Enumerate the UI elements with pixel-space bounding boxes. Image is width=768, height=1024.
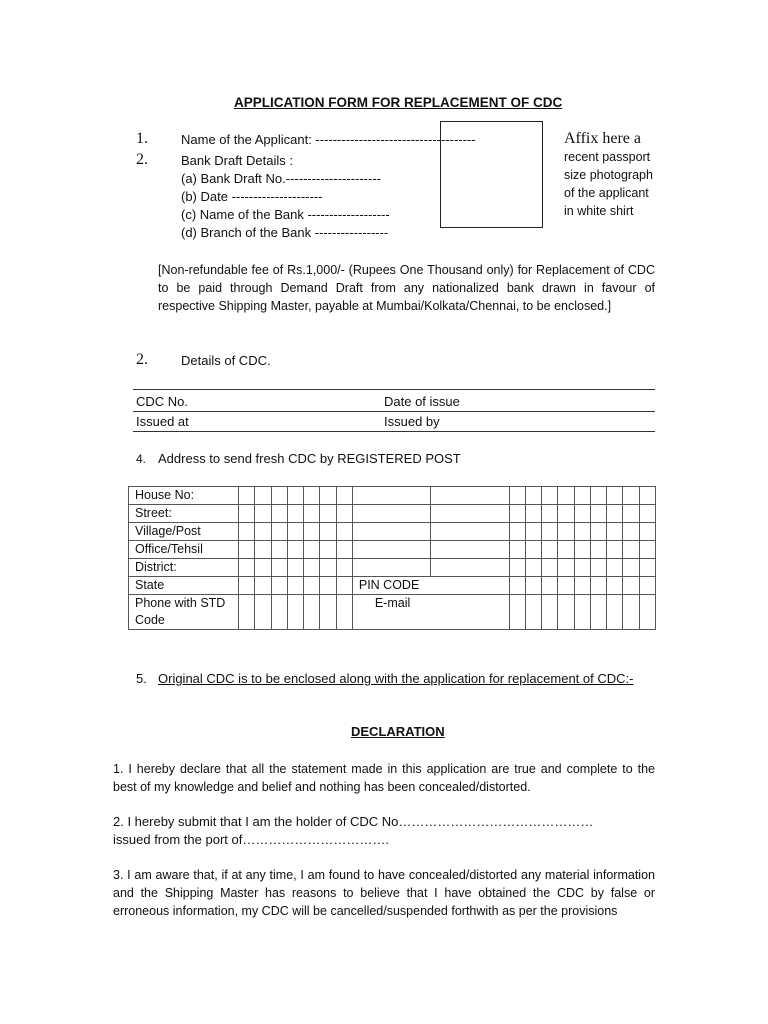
input-cell[interactable] <box>287 505 303 523</box>
input-cell[interactable] <box>525 595 541 630</box>
input-cell[interactable] <box>509 541 525 559</box>
input-cell[interactable] <box>336 523 352 541</box>
input-cell[interactable] <box>558 577 574 595</box>
table-row <box>129 559 656 577</box>
input-cell[interactable] <box>542 505 558 523</box>
input-cell[interactable] <box>239 523 255 541</box>
bank-branch-field[interactable]: (d) Branch of the Bank ----------------- <box>181 225 389 240</box>
photo-instruction-line: Affix here a <box>564 130 641 147</box>
input-cell[interactable] <box>271 505 287 523</box>
input-cell[interactable] <box>336 505 352 523</box>
input-cell[interactable] <box>431 487 509 505</box>
input-cell[interactable] <box>509 577 525 595</box>
input-cell[interactable] <box>239 541 255 559</box>
input-cell[interactable] <box>607 559 623 577</box>
input-cell[interactable] <box>287 595 303 630</box>
input-cell[interactable] <box>525 577 541 595</box>
input-cell[interactable] <box>542 577 558 595</box>
page-title: APPLICATION FORM FOR REPLACEMENT OF CDC <box>234 95 563 110</box>
input-cell[interactable] <box>271 577 287 595</box>
input-cell[interactable] <box>574 541 590 559</box>
input-cell[interactable] <box>623 595 639 630</box>
input-cell[interactable] <box>271 487 287 505</box>
input-cell[interactable] <box>304 577 320 595</box>
table-row <box>129 487 656 505</box>
input-cell[interactable] <box>574 559 590 577</box>
input-cell[interactable] <box>607 523 623 541</box>
input-cell[interactable] <box>304 523 320 541</box>
input-cell[interactable] <box>320 595 336 630</box>
input-cell[interactable] <box>431 523 509 541</box>
input-cell[interactable] <box>271 541 287 559</box>
photo-instruction-line: in white shirt <box>564 204 634 218</box>
input-cell[interactable] <box>525 541 541 559</box>
issued-by-field[interactable]: Issued by <box>384 414 440 429</box>
input-cell[interactable] <box>352 541 430 559</box>
input-cell[interactable] <box>320 523 336 541</box>
phone-label <box>129 595 239 630</box>
input-cell[interactable] <box>352 523 430 541</box>
input-cell[interactable] <box>287 523 303 541</box>
input-cell[interactable] <box>623 505 639 523</box>
pin-code-label: PIN CODE <box>352 577 509 595</box>
input-cell[interactable] <box>352 505 430 523</box>
input-cell[interactable] <box>525 523 541 541</box>
input-cell[interactable] <box>336 541 352 559</box>
input-cell[interactable] <box>255 577 271 595</box>
input-cell[interactable] <box>542 541 558 559</box>
divider <box>133 389 655 390</box>
input-cell[interactable] <box>542 595 558 630</box>
applicant-name-field[interactable]: Name of the Applicant: ------------------------------------- <box>181 132 476 147</box>
input-cell[interactable] <box>590 487 606 505</box>
input-cell[interactable] <box>509 595 525 630</box>
photo-instruction-line: recent passport <box>564 150 651 164</box>
input-cell[interactable] <box>255 541 271 559</box>
input-cell[interactable] <box>509 505 525 523</box>
input-cell[interactable] <box>558 505 574 523</box>
village-label: Village/Post <box>129 523 239 541</box>
input-cell[interactable] <box>574 487 590 505</box>
street-label: Street: <box>129 505 239 523</box>
input-cell[interactable] <box>271 559 287 577</box>
input-cell[interactable] <box>558 559 574 577</box>
input-cell[interactable] <box>639 505 655 523</box>
address-label: Address to send fresh CDC by REGISTERED POST <box>158 451 461 466</box>
input-cell[interactable] <box>574 523 590 541</box>
date-of-issue-field[interactable]: Date of issue <box>384 394 460 409</box>
declaration-paragraph-2-line-2[interactable]: issued from the port of……………………………. <box>113 832 389 847</box>
declaration-heading: DECLARATION <box>351 724 445 739</box>
item-number-1: 1. <box>136 130 148 147</box>
bank-draft-date-field[interactable]: (b) Date --------------------- <box>181 189 323 204</box>
input-cell[interactable] <box>558 523 574 541</box>
address-item-number: 4. <box>136 452 147 466</box>
input-cell[interactable] <box>336 595 352 630</box>
input-cell[interactable] <box>607 487 623 505</box>
input-cell[interactable] <box>607 541 623 559</box>
phone-label-line: Phone with STD <box>135 596 226 610</box>
input-cell[interactable] <box>590 523 606 541</box>
input-cell[interactable] <box>558 487 574 505</box>
item5-text: Original CDC is to be enclosed along with the application for replacement of CDC:- <box>158 671 634 686</box>
input-cell[interactable] <box>239 577 255 595</box>
input-cell[interactable] <box>542 523 558 541</box>
input-cell[interactable] <box>239 505 255 523</box>
declaration-paragraph-3: 3. I am aware that, if at any time, I am found to have concealed/distorted any material information and the Shipping Master has reasons to believe that I have obtained the CDC by false or erroneous information, my CDC will be cancelled/suspended forthwith as per the provisions <box>113 868 655 918</box>
bank-draft-label: Bank Draft Details : <box>181 153 293 168</box>
photo-instructions <box>564 130 653 220</box>
input-cell[interactable] <box>574 505 590 523</box>
email-label: E-mail <box>352 595 509 630</box>
input-cell[interactable] <box>607 505 623 523</box>
input-cell[interactable] <box>336 577 352 595</box>
item5-number: 5. <box>136 671 147 686</box>
input-cell[interactable] <box>590 505 606 523</box>
input-cell[interactable] <box>239 559 255 577</box>
input-cell[interactable] <box>431 541 509 559</box>
input-cell[interactable] <box>590 577 606 595</box>
input-cell[interactable] <box>542 559 558 577</box>
divider <box>133 431 655 432</box>
input-cell[interactable] <box>558 541 574 559</box>
input-cell[interactable] <box>239 487 255 505</box>
input-cell[interactable] <box>320 487 336 505</box>
input-cell[interactable] <box>509 487 525 505</box>
input-cell[interactable] <box>639 541 655 559</box>
table-row <box>129 577 656 595</box>
input-cell[interactable] <box>255 487 271 505</box>
input-cell[interactable] <box>525 487 541 505</box>
input-cell[interactable] <box>558 595 574 630</box>
input-cell[interactable] <box>623 523 639 541</box>
divider <box>133 411 655 412</box>
input-cell[interactable] <box>239 595 255 630</box>
input-cell[interactable] <box>509 523 525 541</box>
cdc-no-field[interactable]: CDC No. <box>136 394 189 409</box>
input-cell[interactable] <box>623 541 639 559</box>
photo-box[interactable] <box>440 121 543 228</box>
input-cell[interactable] <box>574 577 590 595</box>
input-cell[interactable] <box>639 577 655 595</box>
state-label: State <box>129 577 239 595</box>
office-tehsil-label: Office/Tehsil <box>129 541 239 559</box>
house-no-label: House No: <box>129 487 239 505</box>
input-cell[interactable] <box>304 595 320 630</box>
input-cell[interactable] <box>287 559 303 577</box>
photo-instruction-line: of the applicant <box>564 186 649 200</box>
input-cell[interactable] <box>623 559 639 577</box>
input-cell[interactable] <box>255 523 271 541</box>
input-cell[interactable] <box>255 505 271 523</box>
input-cell[interactable] <box>287 541 303 559</box>
input-cell[interactable] <box>336 559 352 577</box>
input-cell[interactable] <box>320 541 336 559</box>
item-number-2: 2. <box>136 151 148 168</box>
declaration-paragraph-1: 1. I hereby declare that all the statement made in this application are true and complete to the best of my knowledge and belief and nothing has been concealed/distorted. <box>113 762 655 794</box>
input-cell[interactable] <box>287 577 303 595</box>
input-cell[interactable] <box>320 577 336 595</box>
input-cell[interactable] <box>509 559 525 577</box>
bank-draft-no-field[interactable]: (a) Bank Draft No.---------------------- <box>181 171 381 186</box>
input-cell[interactable] <box>639 487 655 505</box>
input-cell[interactable] <box>287 487 303 505</box>
input-cell[interactable] <box>255 559 271 577</box>
input-cell[interactable] <box>623 487 639 505</box>
input-cell[interactable] <box>431 505 509 523</box>
input-cell[interactable] <box>304 505 320 523</box>
input-cell[interactable] <box>590 541 606 559</box>
input-cell[interactable] <box>639 559 655 577</box>
input-cell[interactable] <box>639 595 655 630</box>
input-cell[interactable] <box>639 523 655 541</box>
input-cell[interactable] <box>607 577 623 595</box>
input-cell[interactable] <box>255 595 271 630</box>
declaration-paragraph-2-line-1[interactable]: 2. I hereby submit that I am the holder of CDC No……………………………………… <box>113 814 594 829</box>
input-cell[interactable] <box>304 541 320 559</box>
input-cell[interactable] <box>574 595 590 630</box>
table-row <box>129 505 656 523</box>
input-cell[interactable] <box>431 559 509 577</box>
input-cell[interactable] <box>352 559 430 577</box>
input-cell[interactable] <box>320 505 336 523</box>
input-cell[interactable] <box>623 577 639 595</box>
photo-instruction-line: size photograph <box>564 168 653 182</box>
input-cell[interactable] <box>542 487 558 505</box>
cdc-item-number: 2. <box>136 351 148 368</box>
input-cell[interactable] <box>590 595 606 630</box>
input-cell[interactable] <box>590 559 606 577</box>
phone-label-line: Code <box>135 613 165 627</box>
input-cell[interactable] <box>304 487 320 505</box>
cdc-details-label: Details of CDC. <box>181 353 271 368</box>
input-cell[interactable] <box>320 559 336 577</box>
district-label: District: <box>129 559 239 577</box>
address-table <box>128 486 656 630</box>
input-cell[interactable] <box>607 595 623 630</box>
input-cell[interactable] <box>271 523 287 541</box>
table-row <box>129 523 656 541</box>
input-cell[interactable] <box>352 487 430 505</box>
input-cell[interactable] <box>271 595 287 630</box>
bank-name-field[interactable]: (c) Name of the Bank ------------------- <box>181 207 390 222</box>
issued-at-field[interactable]: Issued at <box>136 414 189 429</box>
input-cell[interactable] <box>525 505 541 523</box>
input-cell[interactable] <box>525 559 541 577</box>
fee-note: [Non-refundable fee of Rs.1,000/- (Rupees One Thousand only) for Replacement of CDC to be paid through Demand Draft from any nationalized bank drawn in favour of respective Shipping Master, payable at Mumbai/Kolkata/Chennai, to be enclosed.] <box>158 263 655 313</box>
input-cell[interactable] <box>304 559 320 577</box>
input-cell[interactable] <box>336 487 352 505</box>
table-row <box>129 541 656 559</box>
